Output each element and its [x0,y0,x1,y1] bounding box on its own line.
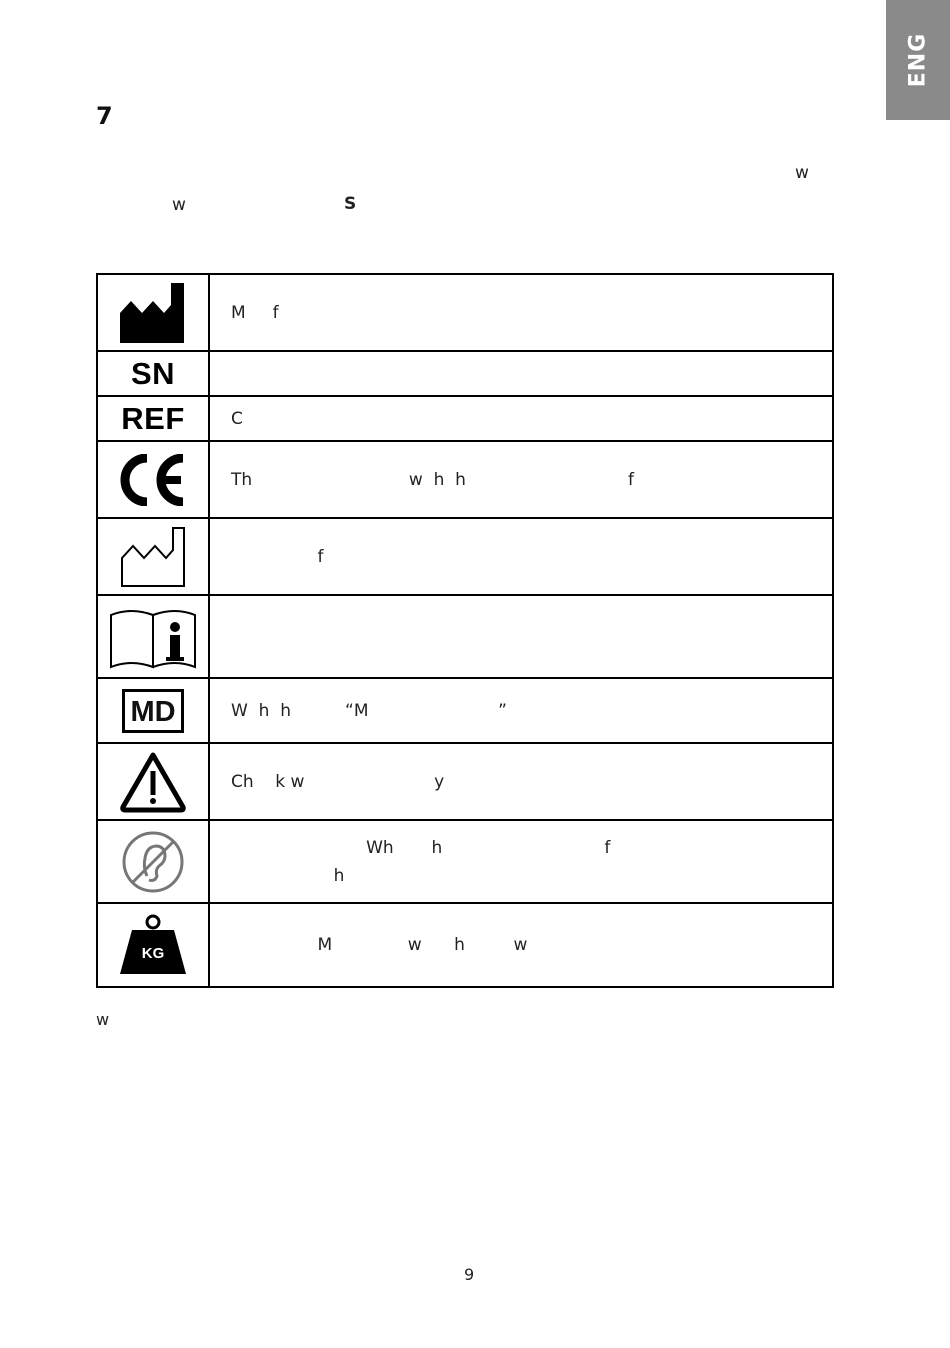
section-heading: 7 [96,102,113,130]
symbol-cell [97,903,209,987]
table-row [97,274,833,351]
symbol-cell [97,396,209,441]
serial-number-symbol: SN [130,355,176,391]
symbol-cell [97,518,209,595]
table-row [97,396,833,441]
symbol-cell [97,441,209,518]
intro-fragment: S [344,194,357,214]
symbols-table [96,273,834,988]
intro-fragment: w [795,163,809,183]
symbol-cell [97,351,209,396]
page-number: 9 [464,1265,475,1284]
no-hearing-aid-icon [121,830,185,894]
symbol-description: Th w h h f [209,441,833,518]
reference-symbol: REF [121,400,185,436]
date-of-manufacture-icon [120,526,186,588]
symbol-cell [97,595,209,678]
footnote: w [96,1010,110,1029]
symbol-cell [97,678,209,743]
table-row [97,743,833,820]
intro-fragment: w [172,195,186,215]
manufacturer-icon [120,283,186,343]
symbol-description: C [209,396,833,441]
symbol-description: W h h “M ” [209,678,833,743]
table-row [97,518,833,595]
instructions-info-icon [109,605,197,669]
symbol-description [209,351,833,396]
symbol-description: M w h w [209,903,833,987]
language-label: ENG [905,32,931,88]
symbol-description: Ch k w y [209,743,833,820]
table-row [97,441,833,518]
symbol-description: Wh h f h [209,820,833,903]
symbol-cell [97,274,209,351]
symbol-cell [97,820,209,903]
ce-mark-icon [119,454,187,506]
table-row [97,351,833,396]
table-row [97,903,833,987]
warning-icon [120,751,186,813]
table-row [97,820,833,903]
symbol-cell [97,743,209,820]
symbol-description: M f [209,274,833,351]
weight-icon-label: KG [141,945,165,962]
symbol-description [209,595,833,678]
language-tab [886,0,950,120]
table-row [97,678,833,743]
weight-icon [118,914,188,976]
table-row [97,595,833,678]
symbol-description: f [209,518,833,595]
medical-device-symbol: MD [122,689,183,733]
